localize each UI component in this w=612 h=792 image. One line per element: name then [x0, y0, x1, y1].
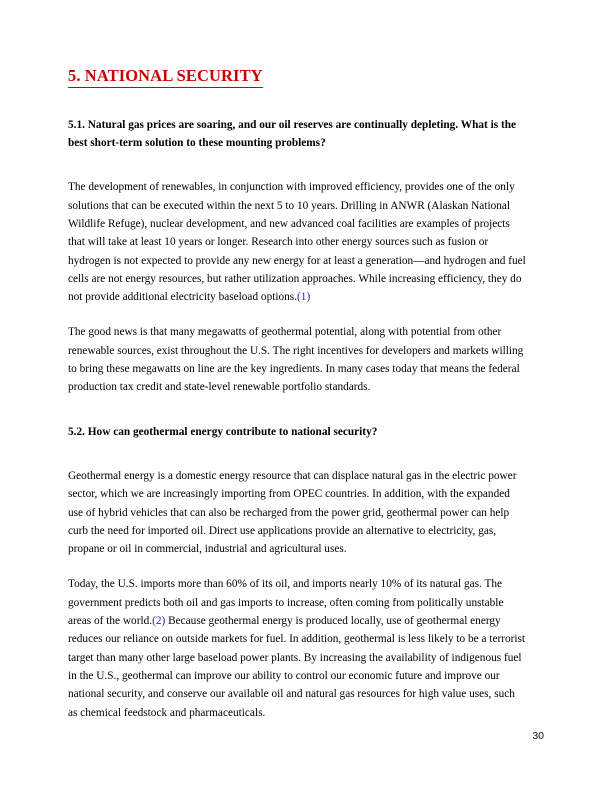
paragraph-text: Today, the U.S. imports more than 60% of its oil, and imports nearly 10% of its natural gas. The government predicts both oil and gas imports to increase, often coming from politically unstable areas of the world.	[68, 578, 504, 628]
page-title	[68, 66, 526, 88]
paragraph-text-tail: Because geothermal energy is produced locally, use of geothermal energy reduces our reliance on outside markets for fuel. In addition, geothermal is less likely to be a terrorist target than many other large baseload power plants. By increasing the availability of indigenous fuel in the U.S., geothermal can improve our ability to control our economic future and improve our national security, and conserve our available oil and natural gas resources for high value uses, such as chemical feedstock and pharmaceuticals.	[68, 615, 526, 719]
paragraph-5-2-2	[68, 575, 526, 721]
paragraph-5-1-2	[68, 323, 526, 396]
citation-link-1[interactable]: (1)	[297, 291, 311, 304]
paragraph-5-1-1	[68, 178, 526, 306]
paragraph-text: The good news is that many megawatts of geothermal potential, along with potential from other renewable sources, exist throughout the U.S. The right incentives for developers and markets willing to bring these megawatts on line are the key ingredients. In many cases today that means the federal production tax credit and state-level renewable portfolio standards.	[68, 326, 524, 394]
section-heading-text: 5. NATIONAL SECURITY	[68, 66, 263, 88]
subheading-5-2: 5.2. How can geothermal energy contribute to national security?	[68, 425, 378, 438]
page-number	[0, 730, 612, 742]
page-content	[68, 66, 526, 722]
citation-link-2[interactable]: (2)	[152, 615, 166, 628]
subheading-5-1: 5.1. Natural gas prices are soaring, and our oil reserves are continually depleting. What is the best short-term solution to these mounting problems?	[68, 118, 517, 150]
paragraph-text: The development of renewables, in conjunction with improved efficiency, provides one of the only solutions that can be executed within the next 5 to 10 years. Drilling in ANWR (Alaskan National Wildlife Refuge), nuclear development, and new advanced coal facilities are examples of projects that will take at least 10 years or longer. Research into other energy sources such as fusion or hydrogen is not expected to provide any new energy for at least a generation—and hydrogen and fuel cells are not energy resources, but rather utilization approaches. While increasing efficiency, they do not provide additional electricity baseload options.	[68, 181, 526, 304]
paragraph-text: Geothermal energy is a domestic energy resource that can displace natural gas in the electric power sector, which we are increasingly importing from OPEC countries. In addition, with the expanded use of hybrid vehicles that can also be recharged from the power grid, geothermal power can help curb the need for imported oil. Direct use applications provide an alternative to electricity, gas, propane or oil in commercial, industrial and agricultural uses.	[68, 469, 517, 556]
paragraph-5-2-1	[68, 467, 526, 558]
page-number-value: 30	[532, 730, 544, 742]
